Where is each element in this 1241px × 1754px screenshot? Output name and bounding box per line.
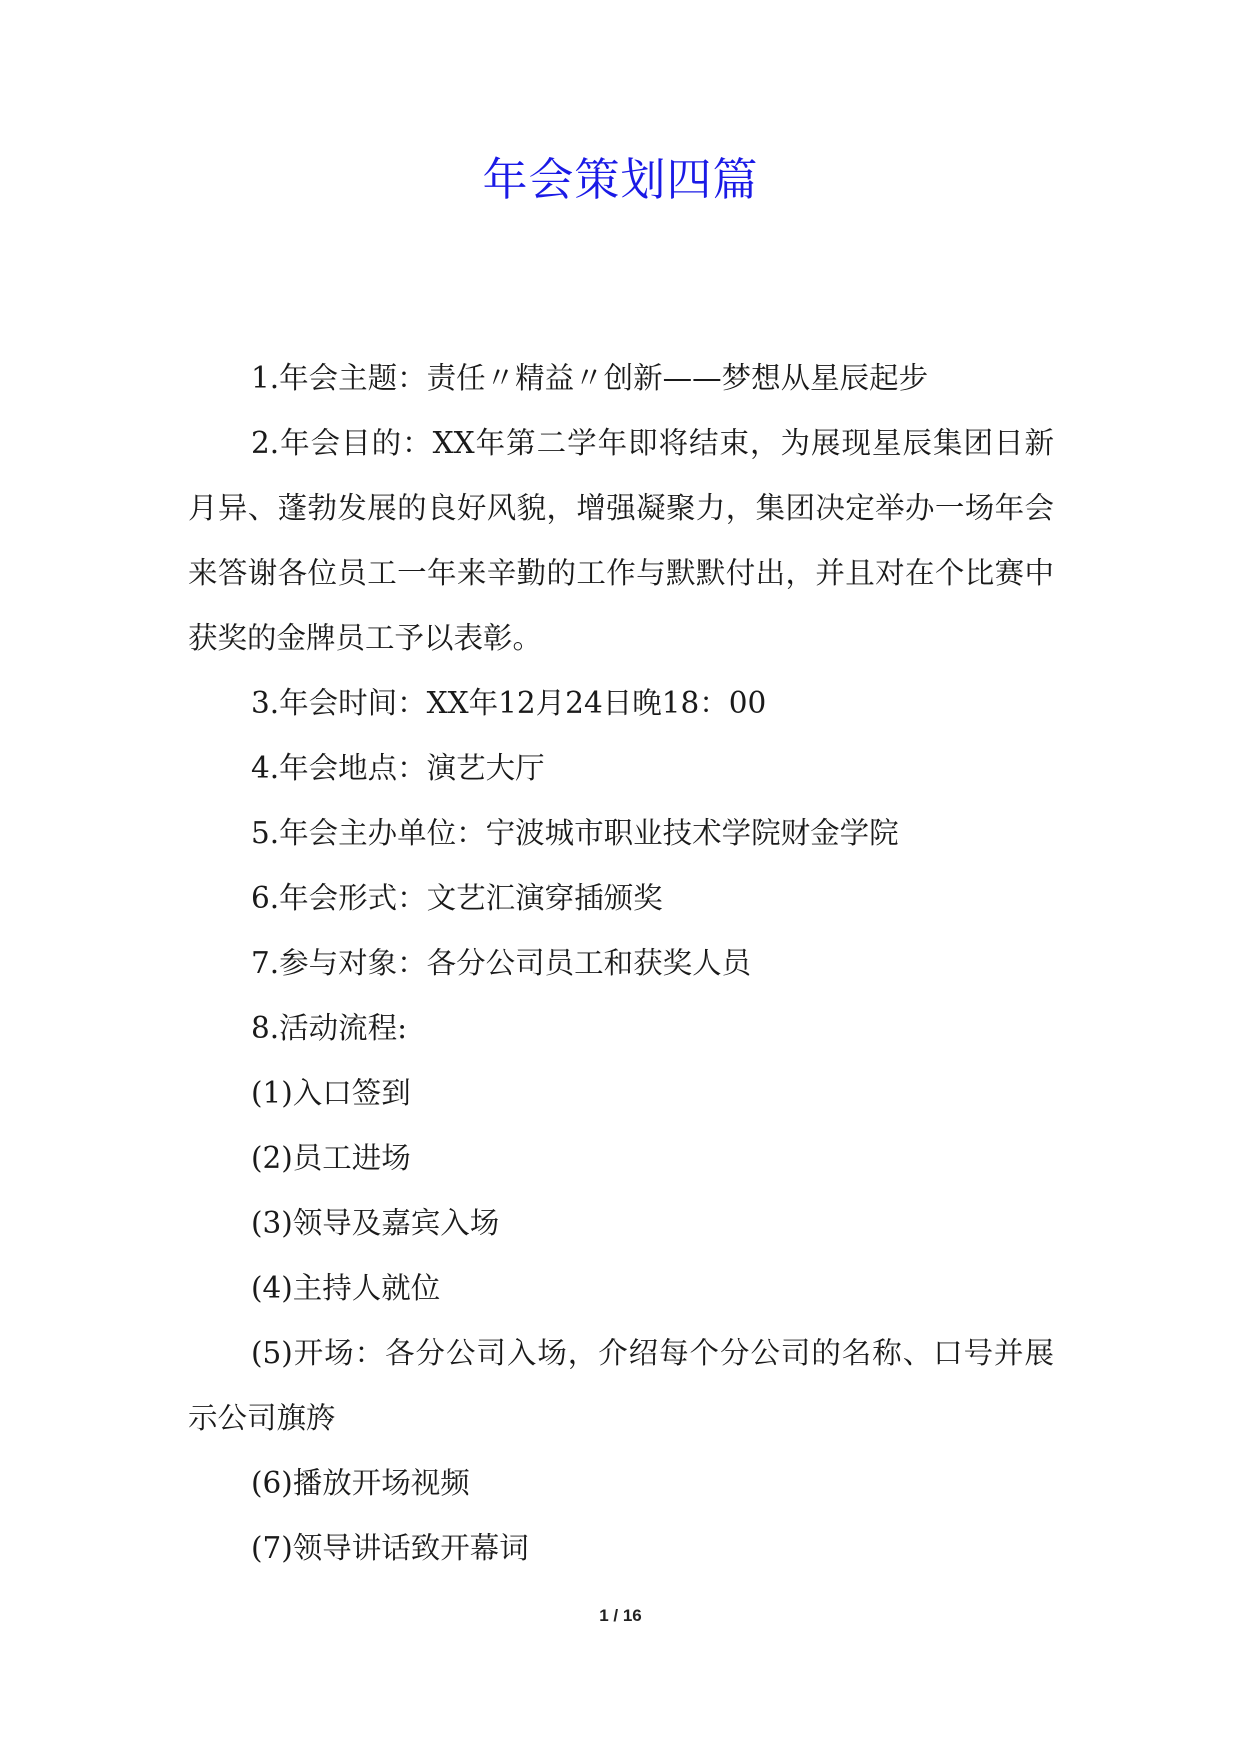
process-step-5: (5)开场：各分公司入场，介绍每个分公司的名称、口号并展示公司旗旍: [188, 1336, 1054, 1435]
document-body: [188, 346, 1054, 1581]
process-step-3: (3)领导及嘉宾入场: [251, 1206, 500, 1240]
paragraph-participants: 7.参与对象：各分公司员工和获奖人员: [251, 946, 752, 980]
document-title: 年会策划四篇: [482, 153, 759, 206]
paragraph-organizer: 5.年会主办单位：宁波城市职业技术学院财金学院: [251, 816, 899, 850]
process-step-2: (2)员工进场: [251, 1141, 411, 1175]
process-step-7: (7)领导讲话致开幕词: [251, 1531, 529, 1565]
paragraph-theme: 1.年会主题：责任〃精益〃创新——梦想从星辰起步: [251, 361, 929, 395]
paragraph-time: 3.年会时间：XX年12月24日晚18：00: [251, 686, 767, 720]
paragraph-location: 4.年会地点：演艺大厅: [251, 751, 545, 785]
paragraph-format: 6.年会形式：文艺汇演穿插颁奖: [251, 881, 663, 915]
paragraph-purpose: 2.年会目的：XX年第二学年即将结束，为展现星辰集团日新月异、蓬勃发展的良好风貌，增强凝聚力，集团决定举办一场年会来答谢各位员工一年来辛勤的工作与默默付出，并且对在个比赛中获奖的金牌员工予以表彰。: [188, 426, 1054, 655]
process-step-6: (6)播放开场视频: [251, 1466, 470, 1500]
process-step-4: (4)主持人就位: [251, 1271, 441, 1305]
page-number: 1 / 16: [599, 1606, 642, 1625]
process-step-1: (1)入口签到: [251, 1076, 411, 1110]
paragraph-process-heading: 8.活动流程:: [251, 1011, 408, 1045]
